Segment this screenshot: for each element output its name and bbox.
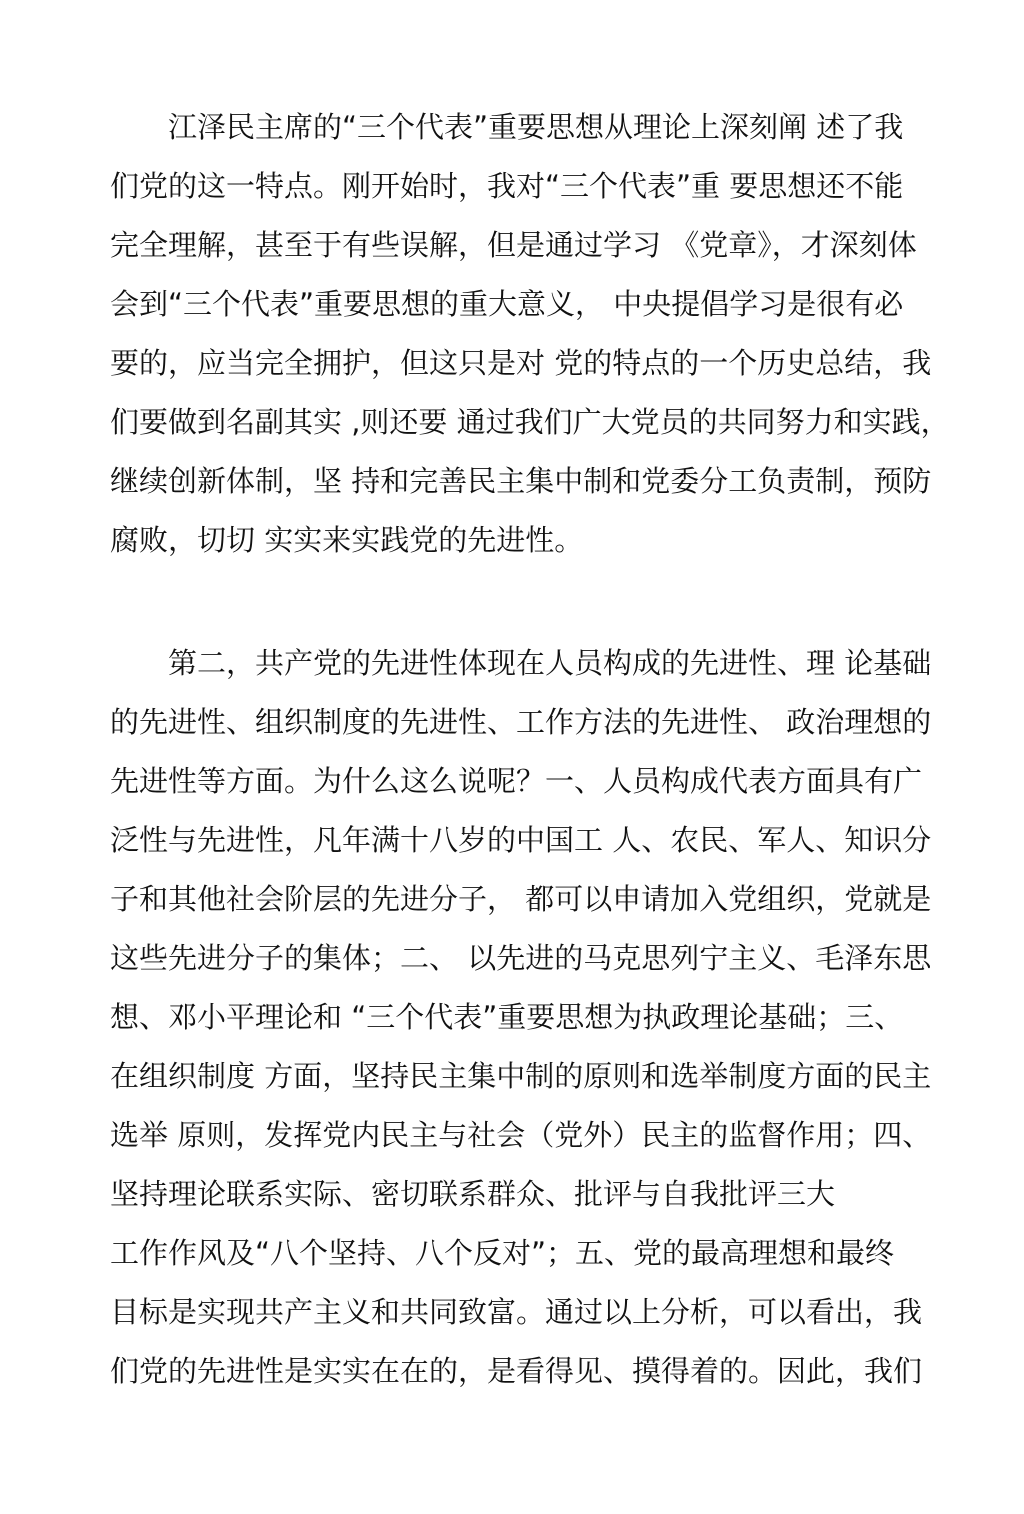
text-line: 坚持理论联系实际、密切联系群众、批评与自我批评三大 <box>110 1177 836 1211</box>
text-line: 的先进性、组织制度的先进性、工作方法的先进性、 政治理想的 <box>110 705 932 739</box>
text-line: 这些先进分子的集体；二、 以先进的马克思列宁主义、毛泽东思 <box>110 941 932 975</box>
text-line: 第二，共产党的先进性体现在人员构成的先进性、理 论基础 <box>110 646 932 680</box>
text-line: 目标是实现共产主义和共同致富。通过以上分析，可以看出，我 <box>110 1295 923 1329</box>
text-line: 们党的这一特点。刚开始时，我对“三个代表”重 要思想还不能 <box>110 169 904 203</box>
text-line: 子和其他社会阶层的先进分子， 都可以申请加入党组织，党就是 <box>110 882 932 916</box>
text-line: 完全理解，甚至于有些误解，但是通过学习 《党章》，才深刻体 <box>110 228 917 262</box>
text-line: 选举 原则，发挥党内民主与社会（党外）民主的监督作用；四、 <box>110 1118 932 1152</box>
text-line: 要的，应当完全拥护，但这只是对 党的特点的一个历史总结，我 <box>110 346 932 380</box>
text-line: 继续创新体制，坚 持和完善民主集中制和党委分工负责制，预防 <box>110 464 932 498</box>
text-line: 先进性等方面。为什么这么说呢？一、人员构成代表方面具有广 <box>110 764 923 798</box>
text-line: 想、邓小平理论和 “三个代表”重要思想为执政理论基础；三、 <box>110 1000 904 1034</box>
text-line: 工作作风及“八个坚持、八个反对”；五、党的最高理想和最终 <box>110 1236 895 1270</box>
text-line: 在组织制度 方面，坚持民主集中制的原则和选举制度方面的民主 <box>110 1059 932 1093</box>
text-line: 们要做到名副其实 ,则还要 通过我们广大党员的共同努力和实践， <box>110 405 950 439</box>
text-line: 会到“三个代表”重要思想的重大意义， 中央提倡学习是很有必 <box>110 287 904 321</box>
text-line: 们党的先进性是实实在在的，是看得见、摸得着的。因此，我们 <box>110 1354 923 1388</box>
paragraph-1 <box>110 104 950 576</box>
text-line: 腐败，切切 实实来实践党的先进性。 <box>110 523 584 557</box>
text-line: 江泽民主席的“三个代表”重要思想从理论上深刻阐 述了我 <box>110 110 904 144</box>
text-line: 泛性与先进性，凡年满十八岁的中国工 人、农民、军人、知识分 <box>110 823 932 857</box>
paragraph-2 <box>110 640 940 1407</box>
